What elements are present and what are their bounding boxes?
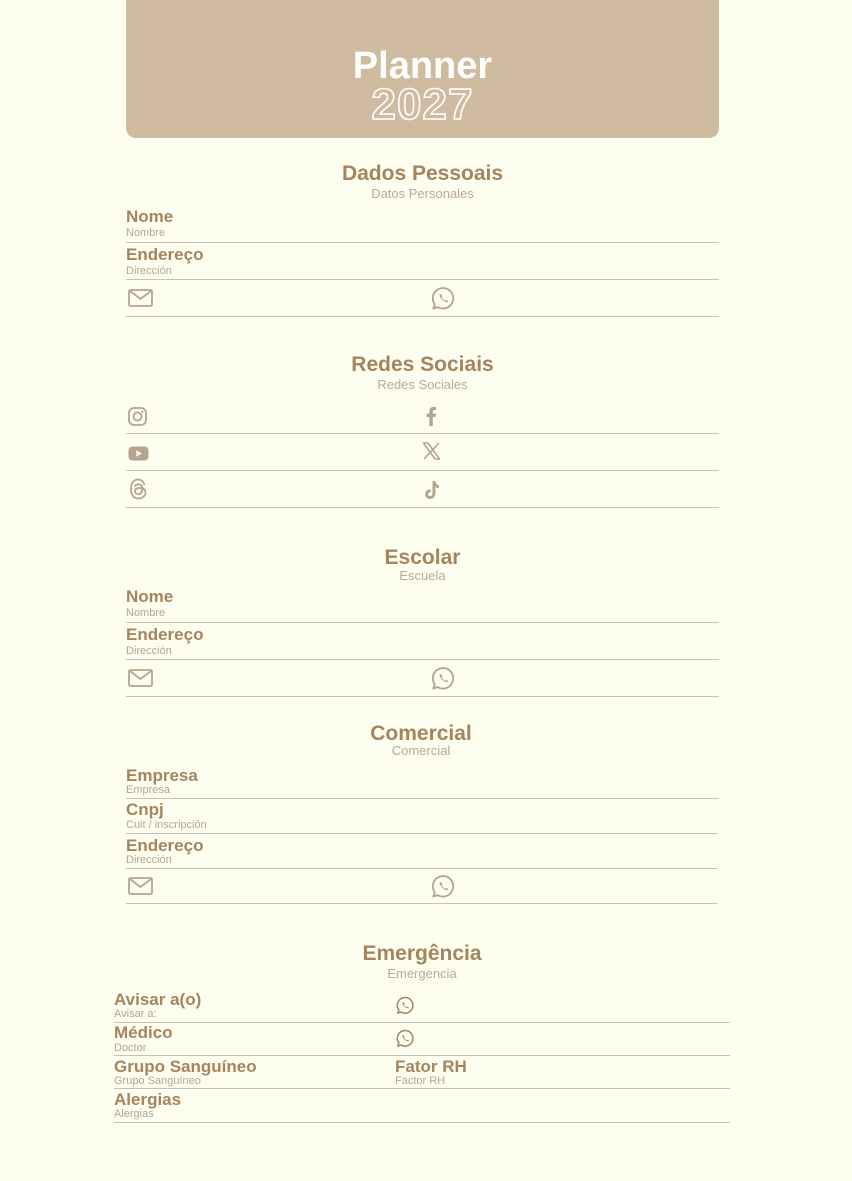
company-label-cnpj: Cnpj <box>126 800 164 819</box>
social-line-3[interactable] <box>126 507 719 508</box>
school-line-contato[interactable] <box>126 696 719 697</box>
emergency-label-grupo: Grupo Sanguíneo <box>114 1057 257 1076</box>
section-subtitle-comercial: Comercial <box>391 743 451 758</box>
whatsapp-icon <box>431 666 456 691</box>
instagram-icon <box>128 407 147 426</box>
field-line-nome[interactable] <box>126 242 719 243</box>
mail-icon <box>128 877 153 895</box>
company-label-endereco: Endereço <box>126 836 204 855</box>
header-title: Planner <box>352 45 493 87</box>
emergency-sublabel-grupo: Grupo Sanguíneo <box>114 1075 201 1087</box>
company-label-empresa: Empresa <box>126 766 198 785</box>
company-line-cnpj[interactable] <box>126 833 717 834</box>
social-line-1[interactable] <box>126 433 719 434</box>
field-line-endereco[interactable] <box>126 279 719 280</box>
company-sublabel-cnpj: Cuit / inscripción <box>126 819 207 831</box>
emergency-label-alergias: Alergias <box>114 1090 182 1109</box>
section-title-redes: Redes Sociais <box>351 353 494 376</box>
emergency-line-avisar[interactable] <box>114 1022 730 1023</box>
whatsapp-icon <box>431 286 456 311</box>
emergency-line-medico[interactable] <box>114 1055 730 1056</box>
emergency-line-alergias[interactable] <box>114 1122 730 1123</box>
emergency-line-grupo[interactable] <box>114 1088 730 1089</box>
company-line-contato[interactable] <box>126 903 717 904</box>
field-label-nome: Nome <box>126 207 174 226</box>
school-label-nome: Nome <box>126 587 174 606</box>
emergency-sublabel-avisar: Avisar a: <box>114 1008 157 1020</box>
mail-icon <box>128 289 153 307</box>
school-label-endereco: Endereço <box>126 625 204 644</box>
tiktok-icon <box>423 480 440 500</box>
school-sublabel-nome: Nombre <box>126 607 166 619</box>
section-subtitle-escolar: Escuela <box>399 568 446 583</box>
company-sublabel-endereco: Dirección <box>126 854 172 866</box>
section-title-escolar: Escolar <box>384 546 461 569</box>
section-title-dados: Dados Pessoais <box>341 162 504 185</box>
whatsapp-icon <box>396 1029 415 1048</box>
company-line-empresa[interactable] <box>126 798 719 799</box>
header-year: 2027 <box>371 80 474 129</box>
emergency-label-medico: Médico <box>114 1023 173 1042</box>
school-line-nome[interactable] <box>126 622 719 623</box>
section-subtitle-redes: Redes Sociales <box>377 377 468 392</box>
section-subtitle-dados: Datos Personales <box>371 186 474 201</box>
emergency-sublabel-fator: Factor RH <box>395 1075 446 1087</box>
social-line-2[interactable] <box>126 470 719 471</box>
emergency-sublabel-alergias: Alergias <box>114 1108 154 1120</box>
section-title-emergencia: Emergência <box>362 942 482 965</box>
section-title-comercial: Comercial <box>370 722 472 745</box>
emergency-label-avisar: Avisar a(o) <box>114 990 202 1009</box>
whatsapp-icon <box>396 996 415 1015</box>
whatsapp-icon <box>431 874 456 899</box>
threads-icon <box>129 478 148 500</box>
field-label-endereco: Endereço <box>126 245 204 264</box>
mail-icon <box>128 669 153 687</box>
company-sublabel-empresa: Empresa <box>126 784 171 796</box>
planner-header <box>126 0 719 138</box>
youtube-icon <box>128 446 149 461</box>
section-subtitle-emergencia: Emergencia <box>387 966 457 981</box>
emergency-label-fator: Fator RH <box>395 1057 467 1076</box>
field-line-contato[interactable] <box>126 316 719 317</box>
emergency-sublabel-medico: Doctor <box>114 1042 147 1054</box>
field-sublabel-endereco: Dirección <box>126 265 172 277</box>
facebook-icon <box>425 406 437 426</box>
school-line-endereco[interactable] <box>126 659 719 660</box>
school-sublabel-endereco: Dirección <box>126 645 172 657</box>
company-line-endereco[interactable] <box>126 868 717 869</box>
field-sublabel-nome: Nombre <box>126 227 166 239</box>
x-icon <box>422 442 441 460</box>
